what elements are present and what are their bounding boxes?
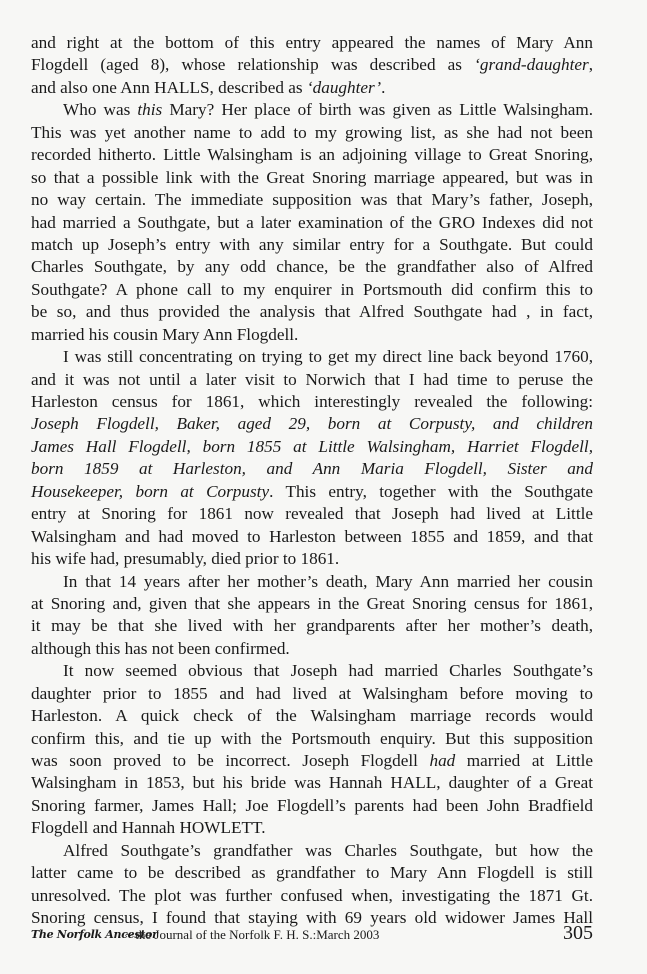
- text-line: [31, 548, 593, 570]
- text-line: [31, 885, 593, 907]
- italic-text: this: [137, 100, 163, 120]
- text-segment: I was still concentrating on trying to get my direct line back beyond 1760,: [63, 347, 593, 367]
- text-line: [31, 256, 593, 278]
- journal-logo: The Norfolk Ancestor: [31, 928, 158, 941]
- text-segment: confirm this, and tie up with the Portsmouth enquiry. But this supposition: [31, 728, 593, 748]
- text-line: [31, 615, 593, 637]
- italic-text: born 1859 at Harleston, and Ann Maria Flogdell, Sister and: [31, 459, 593, 479]
- text-segment: married at Little: [455, 751, 594, 770]
- text-segment: Flogdell (aged 8), whose relationship was described as: [31, 55, 475, 75]
- text-line: [31, 234, 593, 256]
- text-line: [31, 795, 593, 817]
- text-segment: no way certain. The immediate supposition was that Mary’s father, Joseph,: [31, 190, 593, 210]
- text-line: [31, 346, 593, 368]
- text-line: [31, 212, 593, 234]
- text-line: [31, 189, 593, 211]
- text-segment: Mary? Her place of birth was given as Little Walsingham.: [162, 100, 594, 120]
- italic-text: had: [429, 751, 456, 770]
- text-segment: ,: [588, 55, 593, 75]
- text-line: [31, 77, 593, 99]
- text-line: [31, 683, 593, 705]
- text-line: [31, 728, 593, 750]
- italic-text: ‘grand-daughter: [474, 55, 589, 75]
- text-line: [31, 526, 593, 548]
- text-segment: Flogdell and Hannah HOWLETT.: [31, 818, 266, 838]
- text-segment: recorded hitherto. Little Walsingham is an adjoining village to Great Snoring,: [31, 145, 593, 165]
- text-line: [31, 503, 593, 525]
- text-segment: Southgate? A phone call to my enquirer in Portsmouth did confirm this to: [31, 279, 593, 299]
- text-line: [31, 840, 593, 862]
- text-line: [31, 638, 593, 660]
- body-text: [31, 32, 593, 930]
- text-line: [31, 458, 593, 480]
- text-line: [31, 862, 593, 884]
- italic-text: James Hall Flogdell, born 1855 at Little Walsingham, Harriet Flogdell,: [31, 436, 593, 456]
- text-segment: and also one Ann HALLS, described as: [31, 77, 307, 97]
- text-segment: at Snoring and, given that she appears in the Great Snoring census for 1861,: [31, 593, 593, 613]
- text-segment: although this has not been confirmed.: [31, 638, 290, 658]
- text-line: [31, 391, 593, 413]
- text-segment: it may be that she lived with her grandparents after her mother’s death,: [31, 616, 593, 636]
- text-segment: .: [381, 77, 386, 97]
- text-segment: daughter prior to 1855 and had lived at Walsingham before moving to: [31, 683, 593, 703]
- text-segment: entry at Snoring for 1861 now revealed that Joseph had lived at Little: [31, 504, 593, 524]
- text-line: [31, 301, 593, 323]
- italic-text: Housekeeper, born at Corpusty: [31, 481, 270, 501]
- page-number: 305: [563, 922, 593, 944]
- text-line: [31, 279, 593, 301]
- text-line: [31, 436, 593, 458]
- text-line: [31, 122, 593, 144]
- text-line: [31, 750, 593, 772]
- text-segment: unresolved. The plot was further confused when, investigating the 1871 Gt.: [31, 885, 593, 905]
- italic-text: Joseph Flogdell, Baker, aged 29, born at Corpusty, and children: [31, 414, 593, 434]
- text-segment: had married a Southgate, but a later examination of the GRO Indexes did not: [31, 212, 593, 232]
- text-line: [31, 481, 593, 503]
- text-segment: Snoring farmer, James Hall; Joe Flogdell’s parents had been John Bradfield: [31, 795, 593, 815]
- text-segment: . This entry, together with the Southgate: [269, 481, 593, 501]
- text-line: [31, 660, 593, 682]
- text-line: [31, 369, 593, 391]
- text-line: [31, 817, 593, 839]
- text-segment: Alfred Southgate’s grandfather was Charles Southgate, but how the: [63, 840, 593, 860]
- text-segment: Harleston census for 1861, which interestingly revealed the following:: [31, 392, 593, 411]
- text-line: [31, 705, 593, 727]
- text-segment: Charles Southgate, by any odd chance, be the grandfather also of Alfred: [31, 257, 593, 277]
- text-segment: In that 14 years after her mother’s death, Mary Ann married her cousin: [63, 571, 593, 591]
- journal-citation: ~ the Journal of the Norfolk F. H. S.:March 2003: [125, 927, 380, 942]
- text-line: [31, 32, 593, 54]
- text-segment: Snoring census, I found that staying with 69 years old widower James Hall: [31, 908, 593, 928]
- text-segment: It now seemed obvious that Joseph had married Charles Southgate’s: [63, 661, 593, 681]
- text-segment: and it was not until a later visit to Norwich that I had time to peruse the: [31, 369, 593, 389]
- text-segment: was soon proved to be incorrect. Joseph Flogdell: [31, 751, 430, 770]
- text-segment: Walsingham in 1853, but his bride was Hannah HALL, daughter of a Great: [31, 773, 593, 793]
- text-segment: match up Joseph’s entry with any similar entry for a Southgate. But could: [31, 234, 593, 254]
- italic-text: ‘daughter’: [306, 77, 382, 97]
- text-segment: married his cousin Mary Ann Flogdell.: [31, 324, 299, 344]
- text-line: [31, 99, 593, 121]
- page-footer: [31, 924, 593, 950]
- text-segment: Walsingham and had moved to Harleston between 1855 and 1859, and that: [31, 526, 593, 546]
- text-line: [31, 571, 593, 593]
- text-segment: This was yet another name to add to my growing list, as she had not been: [31, 122, 593, 142]
- text-segment: Who was: [63, 100, 138, 120]
- text-segment: Harleston. A quick check of the Walsingham marriage records would: [31, 706, 593, 726]
- text-line: [31, 144, 593, 166]
- text-line: [31, 324, 593, 346]
- text-line: [31, 413, 593, 435]
- text-segment: his wife had, presumably, died prior to 1861.: [31, 549, 340, 569]
- text-segment: so that a possible link with the Great Snoring marriage appeared, but was in: [31, 167, 593, 187]
- text-line: [31, 593, 593, 615]
- text-line: [31, 54, 593, 76]
- text-line: [31, 772, 593, 794]
- text-segment: be so, and thus provided the analysis that Alfred Southgate had , in fact,: [31, 302, 593, 322]
- text-segment: and right at the bottom of this entry appeared the names of Mary Ann: [31, 33, 593, 52]
- text-segment: latter came to be described as grandfather to Mary Ann Flogdell is still: [31, 863, 593, 883]
- text-line: [31, 167, 593, 189]
